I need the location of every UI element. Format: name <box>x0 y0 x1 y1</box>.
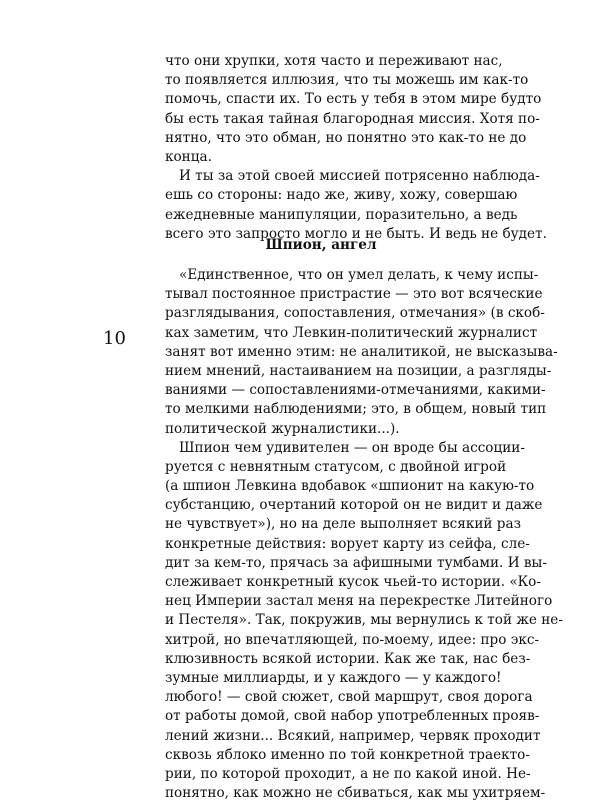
text-line: и Пестеля». Так, покружив, мы вернулись к той же не- <box>165 612 563 629</box>
text-line: любого! — свой сюжет, свой маршрут, своя дорога <box>165 689 533 706</box>
text-line: субстанцию, очертаний которой он не видит и даже <box>165 497 543 514</box>
paragraph-3 <box>165 266 558 439</box>
paragraph-1 <box>165 52 542 167</box>
text-line: конца. <box>165 148 212 165</box>
text-line: разглядывания, сопоставления, отмечания» (в скоб- <box>165 305 545 322</box>
text-line: «Единственное, что он умел делать, к чему испы- <box>179 267 539 283</box>
text-line: помочь, спасти их. То есть у тебя в этом мире будто <box>165 91 542 108</box>
text-line: Шпион чем удивителен — он вроде бы ассоции- <box>179 439 525 456</box>
section-heading: Шпион, ангел <box>265 237 377 253</box>
text-line: ках заметим, что Левкин-политический журналист <box>165 324 538 341</box>
text-line: дит за кем-то, прячась за афишными тумбами. И вы- <box>165 554 547 571</box>
paragraph-2 <box>165 167 547 244</box>
text-line: то появляется иллюзия, что ты можешь им как-то <box>165 72 529 89</box>
text-line: политической журналистики...). <box>165 420 400 437</box>
text-line: (а шпион Левкина вдобавок «шпионит на какую-то <box>165 478 535 495</box>
text-line: рии, по которой проходит, а не по какой иной. Не- <box>165 765 531 782</box>
text-line: не чувствует»), но на деле выполняет всякий раз <box>165 516 522 533</box>
text-block-bottom <box>165 266 563 803</box>
text-line: клюзивность всякой истории. Как же так, нас без- <box>165 650 531 667</box>
text-line: лений жизни... Всякий, например, червяк проходит <box>165 727 541 744</box>
text-line: зумные миллиарды, и у каждого — у каждого! <box>165 669 502 686</box>
text-line: руется с невнятным статусом, с двойной игрой <box>165 458 507 475</box>
text-line: занят вот именно этим: не аналитикой, не высказыва- <box>165 343 558 360</box>
text-line: сквозь яблоко именно по той конкретной траекто- <box>165 746 530 763</box>
text-line: И ты за этой своей миссией потрясенно наблюда- <box>179 168 540 185</box>
text-line: тывал постоянное пристрастие — это вот всяческие <box>165 286 543 303</box>
text-line: нятно, что это обман, но понятно это как-то не до <box>165 129 527 146</box>
text-line: от работы домой, свой набор употребленных прояв- <box>165 708 540 725</box>
text-line: конкретные действия: ворует карту из сейфа, сле- <box>165 535 530 552</box>
text-block-top <box>165 52 547 244</box>
text-line: нец Империи застал меня на перекрестке Литейного <box>165 593 553 610</box>
text-line: ежедневные манипуляции, поразительно, а ведь <box>165 206 518 223</box>
text-line: ешь со стороны: надо же, живу, хожу, совершаю <box>165 187 518 204</box>
text-line: слеживает конкретный кусок чьей-то истории. «Ко- <box>165 574 541 590</box>
text-line: то мелкими наблюдениями; это, в общем, новый тип <box>165 401 547 418</box>
text-line: ваниями — сопоставлениями-отмечаниями, какими- <box>165 382 546 399</box>
text-line: бы есть такая тайная благородная миссия. Хотя по- <box>165 110 540 127</box>
text-line: что они хрупки, хотя часто и переживают нас, <box>165 53 503 69</box>
text-line: хитрой, но впечатляющей, по-моему, идее: про экс- <box>165 631 540 648</box>
text-line: нием мнений, настаиванием на позиции, а разгляды- <box>165 362 552 379</box>
text-line: всего это запросто могло и не быть. И ведь не будет. <box>165 225 547 242</box>
page-number: 10 <box>103 328 126 349</box>
text-line: понятно, как можно не сбиваться, как мы ухитряем- <box>165 785 546 802</box>
paragraph-4 <box>165 439 563 803</box>
